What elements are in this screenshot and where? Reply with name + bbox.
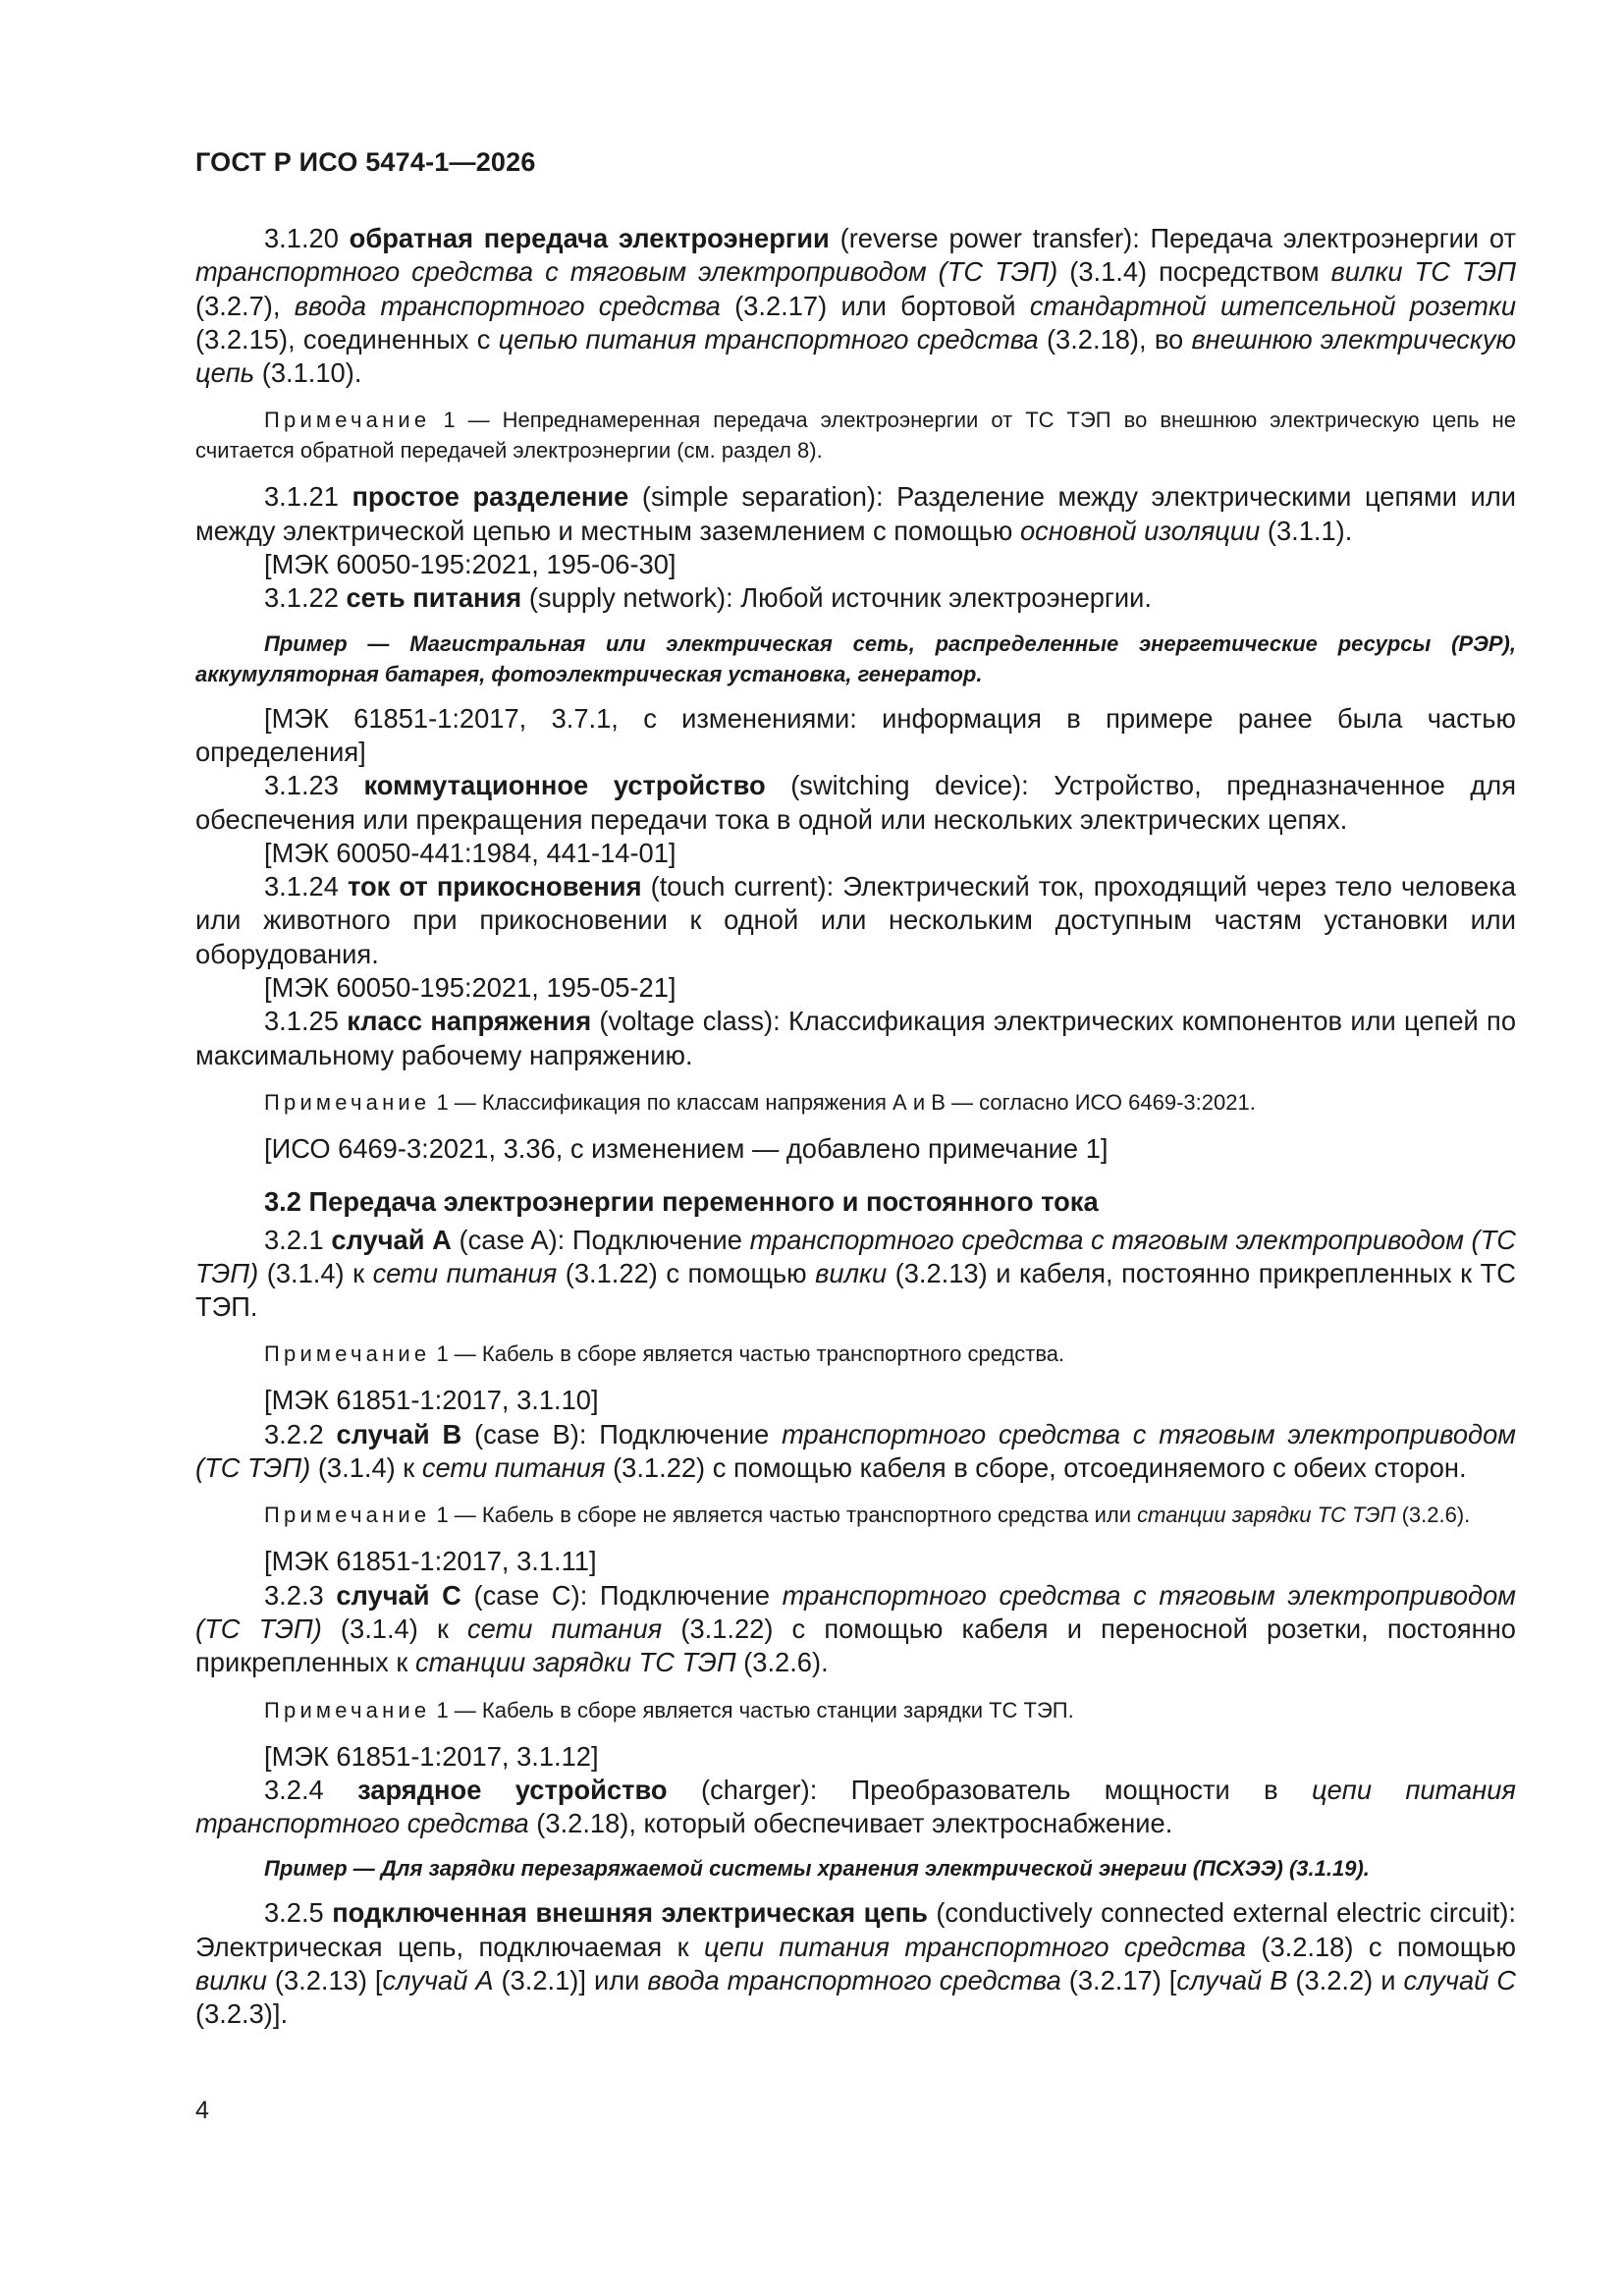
text: (3.2.18), во	[1038, 323, 1192, 355]
term-3-1-24	[195, 870, 1516, 971]
term-title: обратная передача электроэнергии	[349, 223, 830, 253]
term-number: 3.2.4	[264, 1774, 358, 1805]
text: (supply network): Любой источник электроэнергии.	[521, 582, 1152, 614]
cross-ref: случай В	[1176, 1964, 1288, 1995]
term-3-1-21	[195, 480, 1516, 548]
text: (switching device): Устройство, предназначенное для обеспечения или прекращения передачи тока в одной или нескольких электрических цепях.	[195, 770, 1516, 835]
note-text: 1 — Непреднамеренная передача электроэнергии от ТС ТЭП во внешнюю электрическую цепь не считается обратной передачей электроэнергии (см. раздел 8).	[195, 408, 1516, 464]
example-3-1-22: Пример — Магистральная или электрическая сеть, распределенные энергетические ресурсы (РЭР), аккумуляторная батарея, фотоэлектрическая установка, генератор.	[195, 630, 1516, 686]
text: (reverse power transfer): Передача электроэнергии от	[829, 223, 1516, 253]
text: (conductively connected external electric circuit): Электрическая цепь, подключаемая к	[195, 1897, 1516, 1962]
term-title: коммутационное устройство	[363, 770, 766, 801]
cross-ref: сети питания	[372, 1257, 558, 1288]
text: (3.1.4) к	[258, 1257, 373, 1288]
text: (touch current): Электрический ток, проходящий через тело человека или животного при прикосновении к одной или нескольким доступным частям установки или оборудования.	[195, 871, 1516, 969]
term-number: 3.2.5	[264, 1897, 333, 1929]
text: (3.2.17) [	[1060, 1964, 1177, 1995]
cross-ref: случай А	[382, 1964, 494, 1995]
source-reference: [МЭК 61851-1:2017, 3.1.10]	[264, 1385, 599, 1416]
term-number: 3.2.2	[264, 1418, 337, 1449]
cross-ref: цепью питания транспортного средства	[498, 323, 1039, 355]
term-3-2-5	[195, 1896, 1516, 2031]
cross-ref: цепи питания транспортного средства	[195, 1774, 1516, 1839]
note-label: Примечание	[264, 1341, 431, 1367]
text: (3.2.13) и кабеля, постоянно прикрепленных к ТС ТЭП.	[195, 1257, 1516, 1323]
page-number: 4	[195, 2097, 209, 2124]
cross-ref: транспортного средства с тяговым электроприводом (ТС ТЭП)	[195, 1224, 1517, 1288]
note-3-2-3	[195, 1695, 1516, 1725]
text: (3.2.6).	[735, 1647, 829, 1678]
term-number: 3.1.23	[264, 770, 364, 801]
term-title: случай С	[336, 1579, 461, 1611]
cross-ref: вилки	[195, 1964, 267, 1995]
term-title: подключенная внешняя электрическая цепь	[332, 1897, 928, 1929]
term-3-1-22	[195, 581, 1516, 615]
text: (3.1.4) к	[310, 1452, 422, 1484]
text: (simple separation): Разделение между электрическими цепями или между электрической цепью и местным заземлением с помощью	[195, 481, 1516, 546]
cross-ref: сети питания	[467, 1613, 663, 1644]
cross-ref: стандартной штепсельной розетки	[1029, 290, 1517, 321]
term-3-2-4	[195, 1774, 1516, 1841]
source-reference: [МЭК 60050-195:2021, 195-06-30]	[264, 549, 676, 580]
cross-ref: вилки ТС ТЭП	[1330, 256, 1516, 288]
text: (3.1.4) посредством	[1057, 256, 1331, 288]
cross-ref: основной изоляции	[1019, 515, 1261, 546]
note-3-2-2	[195, 1500, 1516, 1530]
text: (3.2.18), который обеспечивает электроснабжение.	[528, 1808, 1173, 1839]
note-text: (3.2.6).	[1395, 1503, 1471, 1528]
note-label: Примечание	[264, 1697, 431, 1722]
source-reference: [МЭК 60050-195:2021, 195-05-21]	[264, 972, 676, 1004]
term-number: 3.1.24	[264, 871, 348, 902]
cross-ref: случай С	[1403, 1964, 1516, 1995]
note-3-1-20	[195, 405, 1516, 465]
text: (case B): Подключение	[461, 1418, 783, 1449]
term-title: зарядное устройство	[357, 1774, 668, 1805]
cross-ref: сети питания	[421, 1452, 606, 1484]
note-text: 1 — Классификация по классам напряжения А и В — согласно ИСО 6469-3:2021.	[430, 1089, 1256, 1115]
term-title: случай А	[331, 1224, 452, 1255]
document-designation: ГОСТ Р ИСО 5474-1—2026	[195, 147, 536, 177]
cross-ref: цепи питания транспортного средства	[703, 1931, 1246, 1962]
text: (3.2.7),	[195, 290, 295, 321]
text: (case A): Подключение	[451, 1224, 750, 1255]
cross-ref: внешнюю электрическую цепь	[195, 323, 1516, 389]
term-number: 3.2.3	[264, 1579, 337, 1611]
text: (3.1.1).	[1260, 515, 1353, 546]
term-number: 3.2.1	[264, 1224, 332, 1255]
text: (3.1.22) с помощью кабеля и переносной розетки, постоянно прикрепленных к	[195, 1613, 1516, 1678]
term-number: 3.1.25	[264, 1006, 348, 1037]
term-title: класс напряжения	[347, 1006, 592, 1037]
cross-ref: станции зарядки ТС ТЭП	[414, 1647, 736, 1678]
term-3-1-20	[195, 222, 1516, 390]
note-label: Примечание	[264, 1503, 431, 1528]
text: (case C): Подключение	[460, 1579, 783, 1611]
text: (3.2.17) или бортовой	[720, 290, 1030, 321]
source-reference: [ИСО 6469-3:2021, 3.36, с изменением — добавлено примечание 1]	[264, 1132, 1109, 1164]
cross-ref: станции зарядки ТС ТЭП	[1137, 1503, 1396, 1528]
term-title: сеть питания	[346, 582, 522, 614]
text: (voltage class): Классификация электрических компонентов или цепей по максимальному рабочему напряжению.	[195, 1006, 1517, 1070]
term-3-2-1	[195, 1224, 1516, 1325]
note-text: 1 — Кабель в сборе не является частью транспортного средства или	[430, 1503, 1138, 1528]
term-title: случай В	[336, 1418, 462, 1449]
text: (3.1.22) с помощью кабеля в сборе, отсоединяемого с обеих сторон.	[605, 1452, 1467, 1484]
term-number: 3.1.21	[264, 481, 352, 513]
term-3-1-25	[195, 1005, 1516, 1072]
cross-ref: транспортного средства с тяговым электроприводом (ТС ТЭП)	[195, 1418, 1517, 1484]
source-reference: [МЭК 61851-1:2017, 3.7.1, с изменениями: информация в примере ранее была частью определения]	[195, 702, 1516, 767]
note-3-1-25	[195, 1087, 1516, 1118]
text: (3.1.4) к	[321, 1613, 468, 1644]
example-3-2-4: Пример — Для зарядки перезаряжаемой системы хранения электрической энергии (ПСХЭЭ) (3.1.19).	[264, 1856, 1370, 1882]
text: (3.2.1)] или	[493, 1964, 648, 1995]
note-3-2-1	[195, 1339, 1516, 1369]
term-number: 3.1.22	[264, 582, 347, 614]
note-label: Примечание	[264, 1089, 431, 1115]
cross-ref: ввода транспортного средства	[647, 1964, 1061, 1995]
note-label: Примечание	[264, 408, 431, 433]
cross-ref: транспортного средства с тяговым электроприводом (ТС ТЭП)	[195, 256, 1058, 288]
term-number: 3.1.20	[264, 223, 350, 253]
source-reference: [МЭК 60050-441:1984, 441-14-01]	[264, 837, 676, 868]
term-3-2-2	[195, 1418, 1516, 1486]
note-text: 1 — Кабель в сборе является частью транспортного средства.	[430, 1341, 1065, 1367]
cross-ref: транспортного средства с тяговым электроприводом (ТС ТЭП)	[195, 1579, 1517, 1644]
text: (3.2.3)].	[195, 1998, 289, 2030]
text: (3.1.22) с помощью	[557, 1257, 816, 1288]
text: (3.2.13) [	[266, 1964, 383, 1995]
page-body	[195, 222, 1516, 2032]
cross-ref: ввода транспортного средства	[294, 290, 721, 321]
text: (3.2.2) и	[1287, 1964, 1404, 1995]
text: (3.2.15), соединенных с	[195, 323, 499, 355]
term-title: простое разделение	[352, 481, 629, 513]
text: (3.2.18) с помощью	[1245, 1931, 1516, 1962]
source-reference: [МЭК 61851-1:2017, 3.1.12]	[264, 1740, 599, 1772]
note-text: 1 — Кабель в сборе является частью станции зарядки ТС ТЭП.	[430, 1697, 1074, 1722]
term-3-1-23	[195, 769, 1516, 837]
source-reference: [МЭК 61851-1:2017, 3.1.11]	[264, 1546, 597, 1577]
term-3-2-3	[195, 1579, 1516, 1680]
term-title: ток от прикосновения	[347, 871, 642, 902]
text: (charger): Преобразователь мощности в	[667, 1774, 1313, 1805]
text: (3.1.10).	[254, 357, 362, 389]
cross-ref: вилки	[815, 1257, 888, 1288]
section-heading-3-2: 3.2 Передача электроэнергии переменного и постоянного тока	[264, 1186, 1099, 1218]
